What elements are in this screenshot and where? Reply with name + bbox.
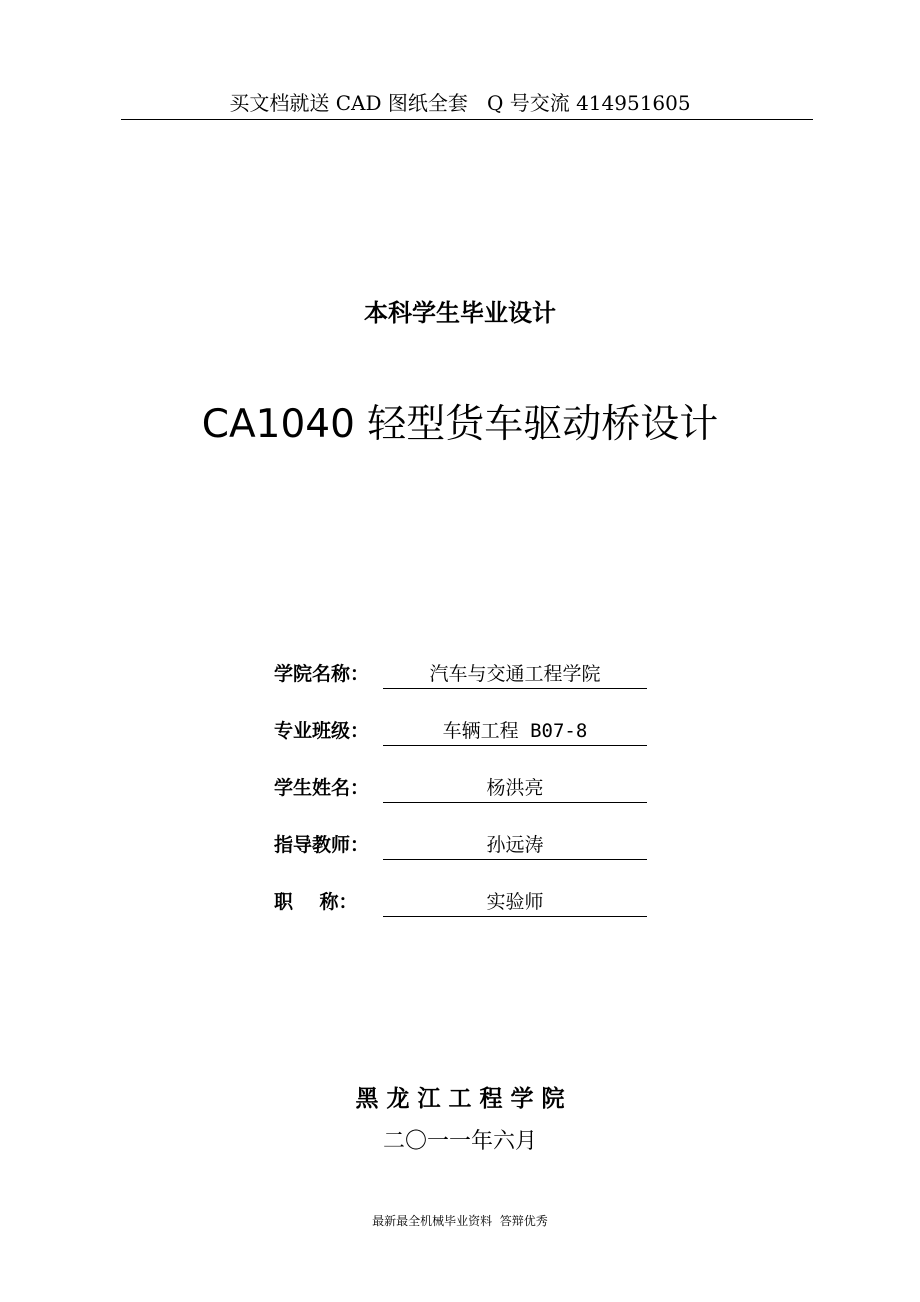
underline: [383, 802, 647, 803]
document-title: CA1040 轻型货车驱动桥设计: [201, 402, 719, 447]
underline: [383, 859, 647, 860]
info-row-college: [274, 659, 654, 689]
info-label: 学生姓名：: [274, 777, 370, 799]
underline: [383, 916, 647, 917]
info-row-class: [274, 716, 654, 746]
info-value: 实验师: [486, 891, 544, 913]
info-label: 职 称：: [274, 891, 358, 913]
info-value: 孙远涛: [486, 834, 544, 856]
info-row-title: [274, 887, 654, 917]
underline: [383, 745, 647, 746]
header-rule: [121, 119, 813, 120]
info-row-advisor: [274, 830, 654, 860]
info-label: 专业班级：: [274, 720, 370, 742]
info-value: 汽车与交通工程学院: [429, 663, 601, 685]
info-label: 学院名称：: [274, 663, 370, 685]
info-value: 杨洪亮: [486, 777, 544, 799]
info-label: 指导教师：: [274, 834, 370, 856]
footer-text: 最新最全机械毕业资料 答辩优秀: [372, 1214, 548, 1228]
date: 二〇一一年六月: [382, 1129, 537, 1154]
school-name: 黑 龙 江 工 程 学 院: [355, 1086, 565, 1112]
info-row-student: [274, 773, 654, 803]
header-text: 买文档就送 CAD 图纸全套 Q 号交流 414951605: [229, 91, 691, 115]
info-value: 车辆工程 B07-8: [442, 720, 588, 742]
document-type: 本科学生毕业设计: [364, 299, 556, 327]
underline: [383, 688, 647, 689]
